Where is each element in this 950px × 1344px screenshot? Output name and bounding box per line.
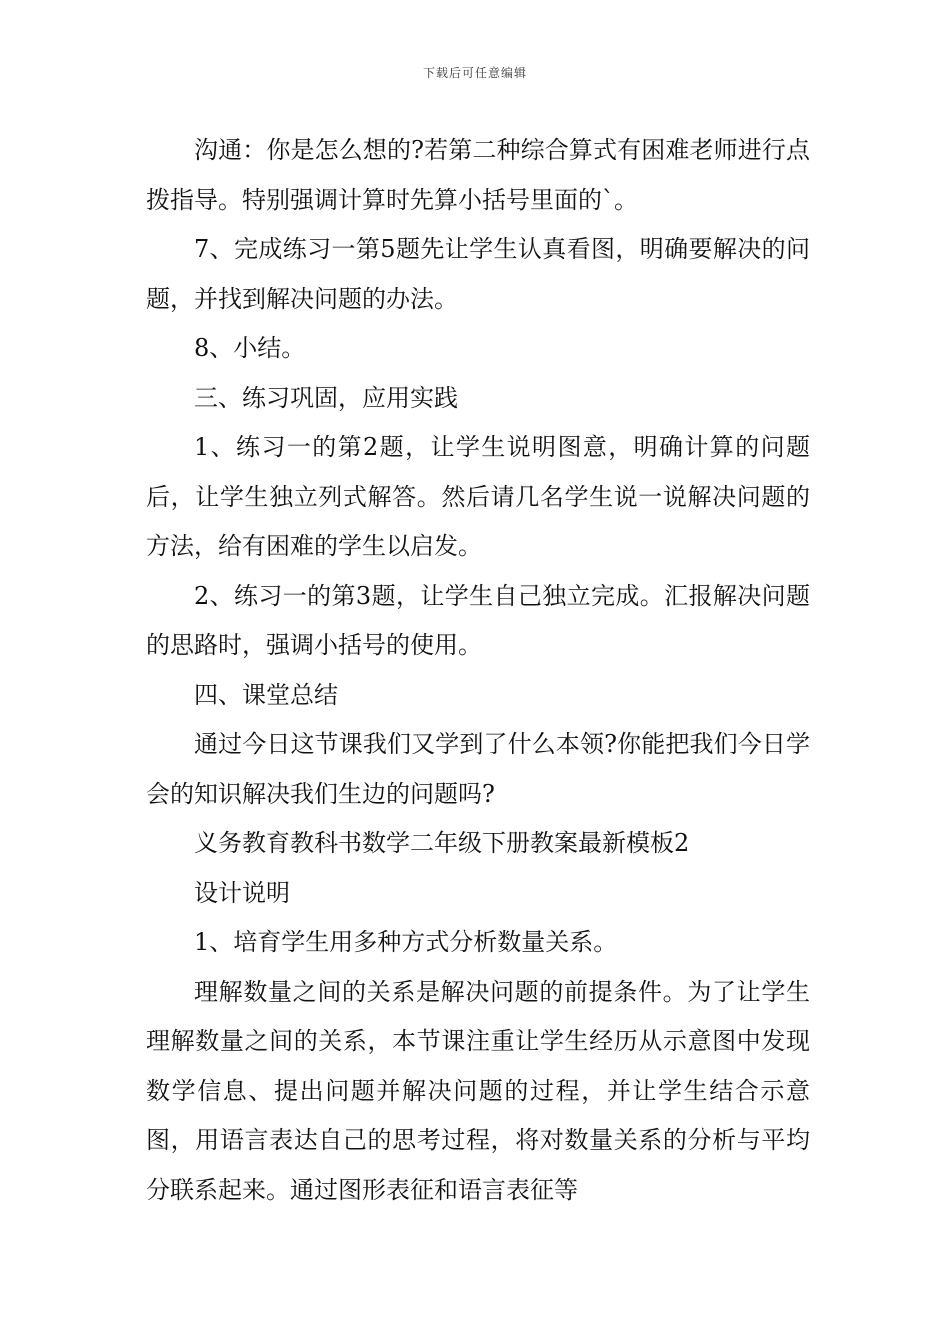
paragraph: 沟通：你是怎么想的?若第二种综合算式有困难老师进行点拨指导。特别强调计算时先算小括号里面的`。 [146,136,810,214]
section-heading: 设计说明 [194,878,290,907]
section-heading: 四、课堂总结 [194,680,338,709]
page-header: 下载后可任意编辑 [422,66,527,80]
paragraph: 理解数量之间的关系是解决问题的前提条件。为了让学生理解数量之间的关系，本节课注重让学生经历从示意图中发现数学信息、提出问题并解决问题的过程，并让学生结合示意图，用语言表达自己的思考过程，将对数量关系的分析与平均分联系起来。通过图形表征和语言表征等 [146,977,810,1204]
paragraph: 2、练习一的第3题，让学生自己独立完成。汇报解决问题的思路时，强调小括号的使用。 [146,581,810,659]
paragraph: 8、小结。 [194,334,306,362]
document-title: 义务教育教科书数学二年级下册教案最新模板2 [194,829,690,857]
document-body [146,126,810,1215]
paragraph: 7、完成练习一第5题先让学生认真看图，明确要解决的问题，并找到解决问题的办法。 [146,235,810,313]
paragraph: 通过今日这节课我们又学到了什么本领?你能把我们今日学会的知识解决我们生边的问题吗? [146,730,810,808]
paragraph: 1、练习一的第2题，让学生说明图意，明确计算的问题后，让学生独立列式解答。然后请几名学生说一说解决问题的方法，给有困难的学生以启发。 [146,433,810,560]
section-heading: 三、练习巩固，应用实践 [194,383,458,412]
paragraph: 1、培育学生用多种方式分析数量关系。 [194,928,618,956]
